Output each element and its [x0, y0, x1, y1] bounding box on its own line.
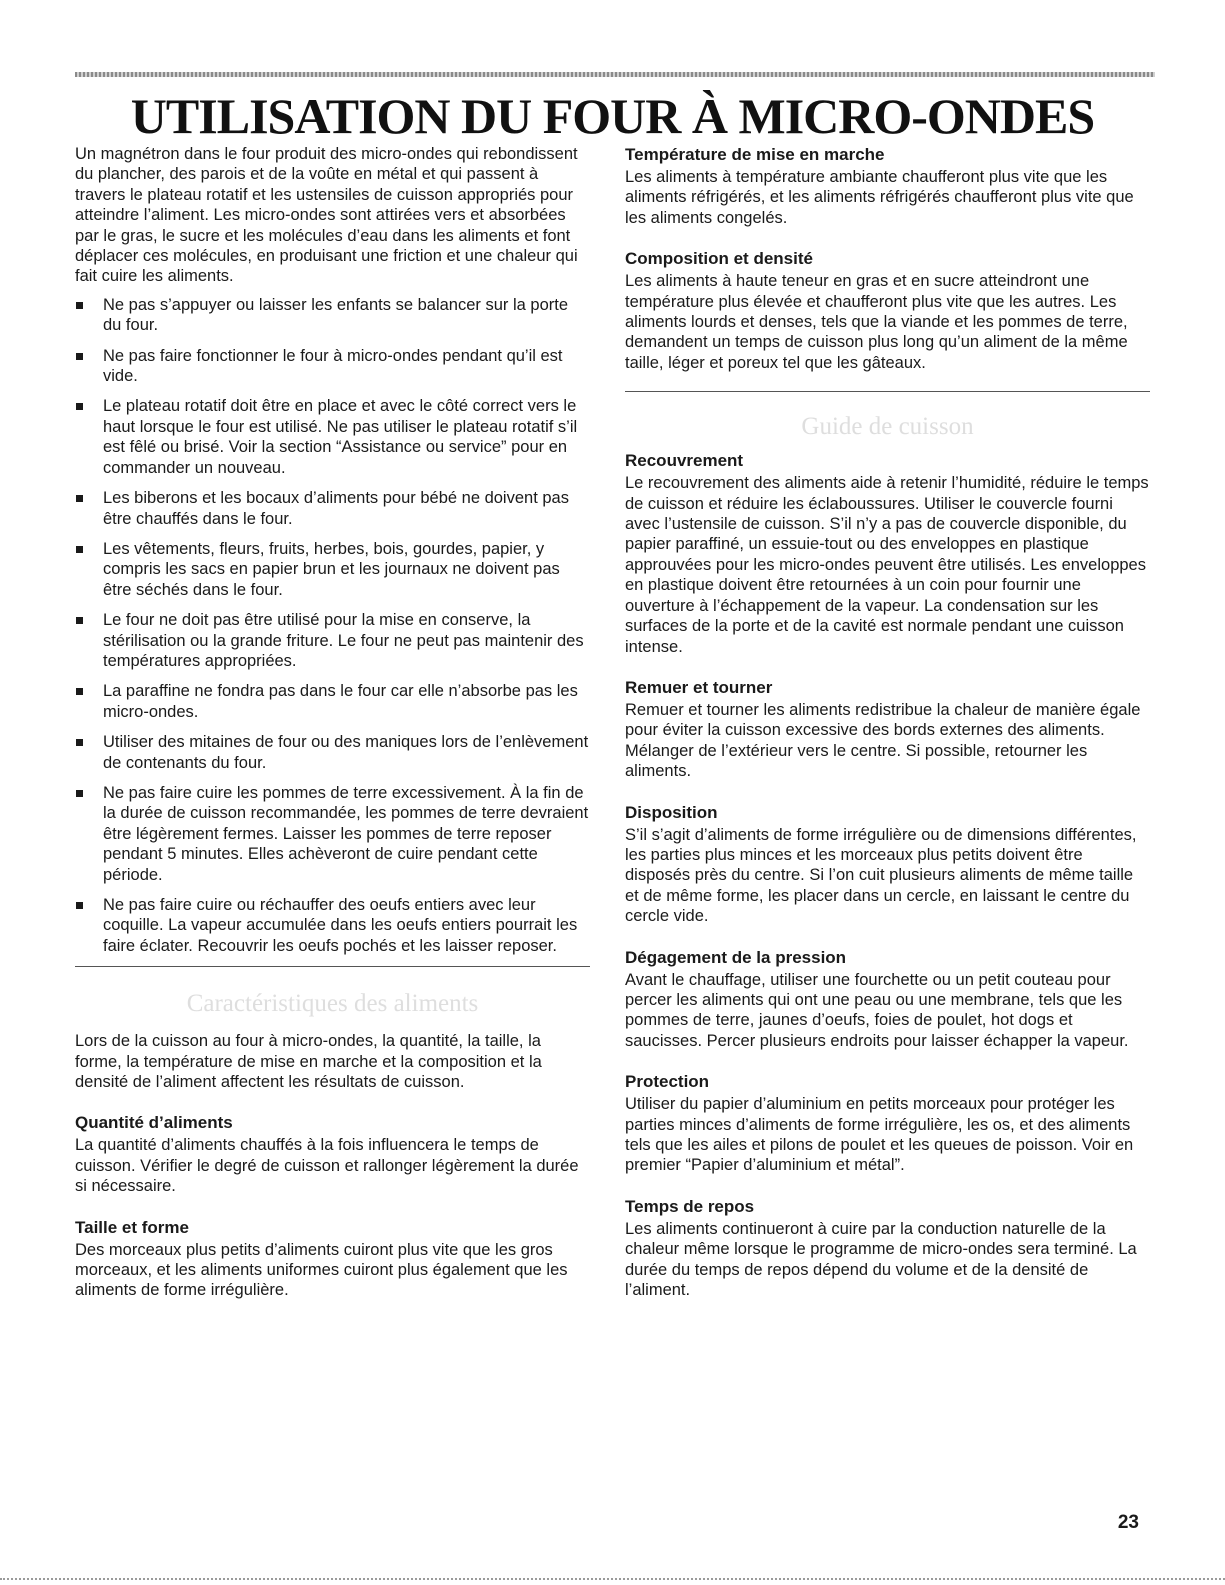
- square-bullet-icon: [76, 495, 83, 502]
- list-item: [75, 346, 590, 387]
- list-item-text: Ne pas s’appuyer ou laisser les enfants se balancer sur la porte du four.: [103, 295, 569, 335]
- subsection-covering: [625, 450, 1150, 657]
- subsection-pressure: [625, 947, 1150, 1052]
- food-intro-paragraph: Lors de la cuisson au four à micro-ondes, la quantité, la taille, la forme, la température de mise en marche et la composition et la densité de l’aliment affectent les résultats de cuisson.: [75, 1032, 542, 1092]
- subsection-title: Taille et forme: [75, 1217, 189, 1237]
- subsection-protection: [625, 1071, 1150, 1176]
- square-bullet-icon: [76, 403, 83, 410]
- list-item-text: Les vêtements, fleurs, fruits, herbes, bois, gourdes, papier, y compris les sacs en papier brun et les journaux ne doivent pas être séchés dans le four.: [103, 539, 560, 599]
- square-bullet-icon: [76, 739, 83, 746]
- subsection-title: Disposition: [625, 802, 718, 822]
- subsection-title: Température de mise en marche: [625, 145, 885, 164]
- subsection-temperature: [625, 144, 1150, 228]
- subsection-text: Les aliments à haute teneur en gras et en sucre atteindront une température plus élevée et chaufferont plus vite que les autres. Les aliments lourds et denses, tels que la viande et les pommes de terre, demandent un temps de cuisson plus long qu’un aliment de la même taille, léger et poreux tel que les gâteaux.: [625, 272, 1128, 372]
- subsection-title: Composition et densité: [625, 249, 813, 269]
- subsection-title: Dégagement de la pression: [625, 947, 847, 967]
- subsection-stirring: [625, 677, 1150, 782]
- list-item-text: La paraffine ne fondra pas dans le four car elle n’absorbe pas les micro-ondes.: [103, 682, 578, 721]
- subsection-title: Quantité d’aliments: [75, 1113, 233, 1133]
- subsection-text: Avant le chauffage, utiliser une fourchette ou un petit couteau pour percer les aliments qui ont une peau ou une membrane, tels que les pommes de terre, jaunes d’oeufs, foies de poulet, hot dogs et saucisses. Percer plusieurs endroits pour laisser échapper la vapeur.: [625, 970, 1129, 1050]
- page-number: 23: [1117, 1512, 1139, 1533]
- top-rule: [75, 72, 1155, 77]
- list-item-text: Ne pas faire cuire ou réchauffer des oeufs entiers avec leur coquille. La vapeur accumulée dans les oeufs entiers pourrait les faire éclater. Recouvrir les oeufs pochés et les laisser reposer.: [103, 896, 578, 955]
- square-bullet-icon: [76, 617, 83, 624]
- subsection-title: Protection: [625, 1072, 710, 1092]
- left-column: [75, 144, 590, 1321]
- subsection-quantity: [75, 1112, 590, 1196]
- list-item: [75, 783, 590, 885]
- safety-list: [75, 295, 590, 956]
- subsection-text: Utiliser du papier d’aluminium en petits morceaux pour protéger les parties minces d’aliments de forme irrégulière, les os, et des aliments tels que les ailes et pilons de poulet et les queues de poisson. Voir en premier “Papier d’aluminium et métal”.: [625, 1095, 1134, 1175]
- list-item: [75, 539, 590, 600]
- square-bullet-icon: [76, 790, 83, 797]
- list-item-text: Les biberons et les bocaux d’aliments pour bébé ne doivent pas être chauffés dans le four.: [103, 489, 569, 528]
- subsection-text: La quantité d’aliments chauffés à la fois influencera le temps de cuisson. Vérifier le degré de cuisson et rallonger légèrement la durée si nécessaire.: [75, 1136, 579, 1196]
- page-title: UTILISATION DU FOUR À MICRO-ONDES: [130, 88, 1095, 144]
- square-bullet-icon: [76, 688, 83, 695]
- subsection-arrangement: [625, 802, 1150, 927]
- section-heading-cooking-guide: Guide de cuisson: [801, 413, 974, 441]
- list-item: [75, 681, 590, 722]
- section-divider: [75, 966, 590, 967]
- subsection-text: Les aliments à température ambiante chaufferont plus vite que les aliments réfrigérés, et les aliments réfrigérés chaufferont plus vite que les aliments congelés.: [625, 168, 1134, 227]
- square-bullet-icon: [76, 353, 83, 360]
- subsection-text: Remuer et tourner les aliments redistribue la chaleur de manière égale pour éviter la cuisson excessive des bords externes des aliments. Mélanger de l’extérieur vers le centre. Si possible, retourner les aliments.: [625, 700, 1141, 781]
- subsection-text: Le recouvrement des aliments aide à retenir l’humidité, réduire le temps de cuisson et réduire les éclaboussures. Utiliser le couvercle fourni avec l’ustensile de cuisson. S’il n’y a pas de couvercle disponible, du papier paraffiné, un essuie-tout ou des enveloppes en plastique approuvées pour les micro-ondes peuvent être utilisés. Les enveloppes en plastique doivent être retournées à un coin pour fournir une ouverture à l’échappement de la vapeur. La condensation sur les surfaces de la porte et de la cavité est normale pendant une cuisson intense.: [625, 474, 1149, 656]
- subsection-text: S’il s’agit d’aliments de forme irrégulière ou de dimensions différentes, les parties plus minces et les morceaux plus petits doivent être disposés près du centre. Si l’on cuit plusieurs aliments de même taille et de même forme, les placer dans un cercle, en laissant le centre du cercle vide.: [625, 825, 1137, 926]
- section-heading-food-characteristics: Caractéristiques des aliments: [186, 990, 479, 1018]
- section-divider: [625, 391, 1150, 392]
- subsection-size: [75, 1217, 590, 1301]
- square-bullet-icon: [76, 902, 83, 909]
- square-bullet-icon: [76, 546, 83, 553]
- list-item: [75, 295, 590, 336]
- list-item-text: Ne pas faire cuire les pommes de terre excessivement. À la fin de la durée de cuisson recommandée, les pommes de terre devraient être légèrement fermes. Laisser les pommes de terre reposer pendant 5 minutes. Elles achèveront de cuire pendant cette période.: [103, 783, 589, 884]
- list-item: [75, 488, 590, 529]
- list-item: [75, 610, 590, 671]
- square-bullet-icon: [76, 302, 83, 309]
- list-item-text: Le four ne doit pas être utilisé pour la mise en conserve, la stérilisation ou la grande friture. Le four ne peut pas maintenir des températures appropriées.: [103, 611, 584, 670]
- list-item: [75, 895, 590, 956]
- subsection-text: Des morceaux plus petits d’aliments cuiront plus vite que les gros morceaux, et les aliments uniformes cuiront plus également que les aliments de forme irrégulière.: [75, 1240, 568, 1300]
- right-column: [625, 144, 1150, 1320]
- list-item-text: Ne pas faire fonctionner le four à micro-ondes pendant qu’il est vide.: [103, 346, 563, 386]
- list-item-text: Utiliser des mitaines de four ou des maniques lors de l’enlèvement de contenants du four.: [103, 733, 589, 772]
- bottom-rule: [0, 1578, 1225, 1580]
- list-item: [75, 396, 590, 478]
- list-item: [75, 732, 590, 773]
- intro-paragraph: Un magnétron dans le four produit des micro-ondes qui rebondissent du plancher, des parois et de la voûte en métal et qui passent à travers le plateau rotatif et les ustensiles de cuisson appropriés pour atteindre l’aliment. Les micro-ondes sont attirées vers et absorbées par le gras, le sucre et les molécules d’eau dans les aliments et font déplacer ces molécules, en produisant une friction et une chaleur qui fait cuire les aliments.: [75, 145, 578, 286]
- subsection-title: Temps de repos: [625, 1196, 755, 1216]
- subsection-standing-time: [625, 1196, 1150, 1301]
- subsection-composition: [625, 248, 1150, 373]
- subsection-title: Recouvrement: [625, 451, 744, 471]
- subsection-text: Les aliments continueront à cuire par la conduction naturelle de la chaleur même lorsque le programme de micro-ondes sera terminé. La durée du temps de repos dépend du volume et de la densité de l’aliment.: [625, 1219, 1137, 1300]
- subsection-title: Remuer et tourner: [625, 677, 773, 697]
- list-item-text: Le plateau rotatif doit être en place et avec le côté correct vers le haut lorsque le four est utilisé. Ne pas utiliser le plateau rotatif s’il est fêlé ou brisé. Voir la section “Assistance ou service” pour en commander un nouveau.: [103, 397, 578, 477]
